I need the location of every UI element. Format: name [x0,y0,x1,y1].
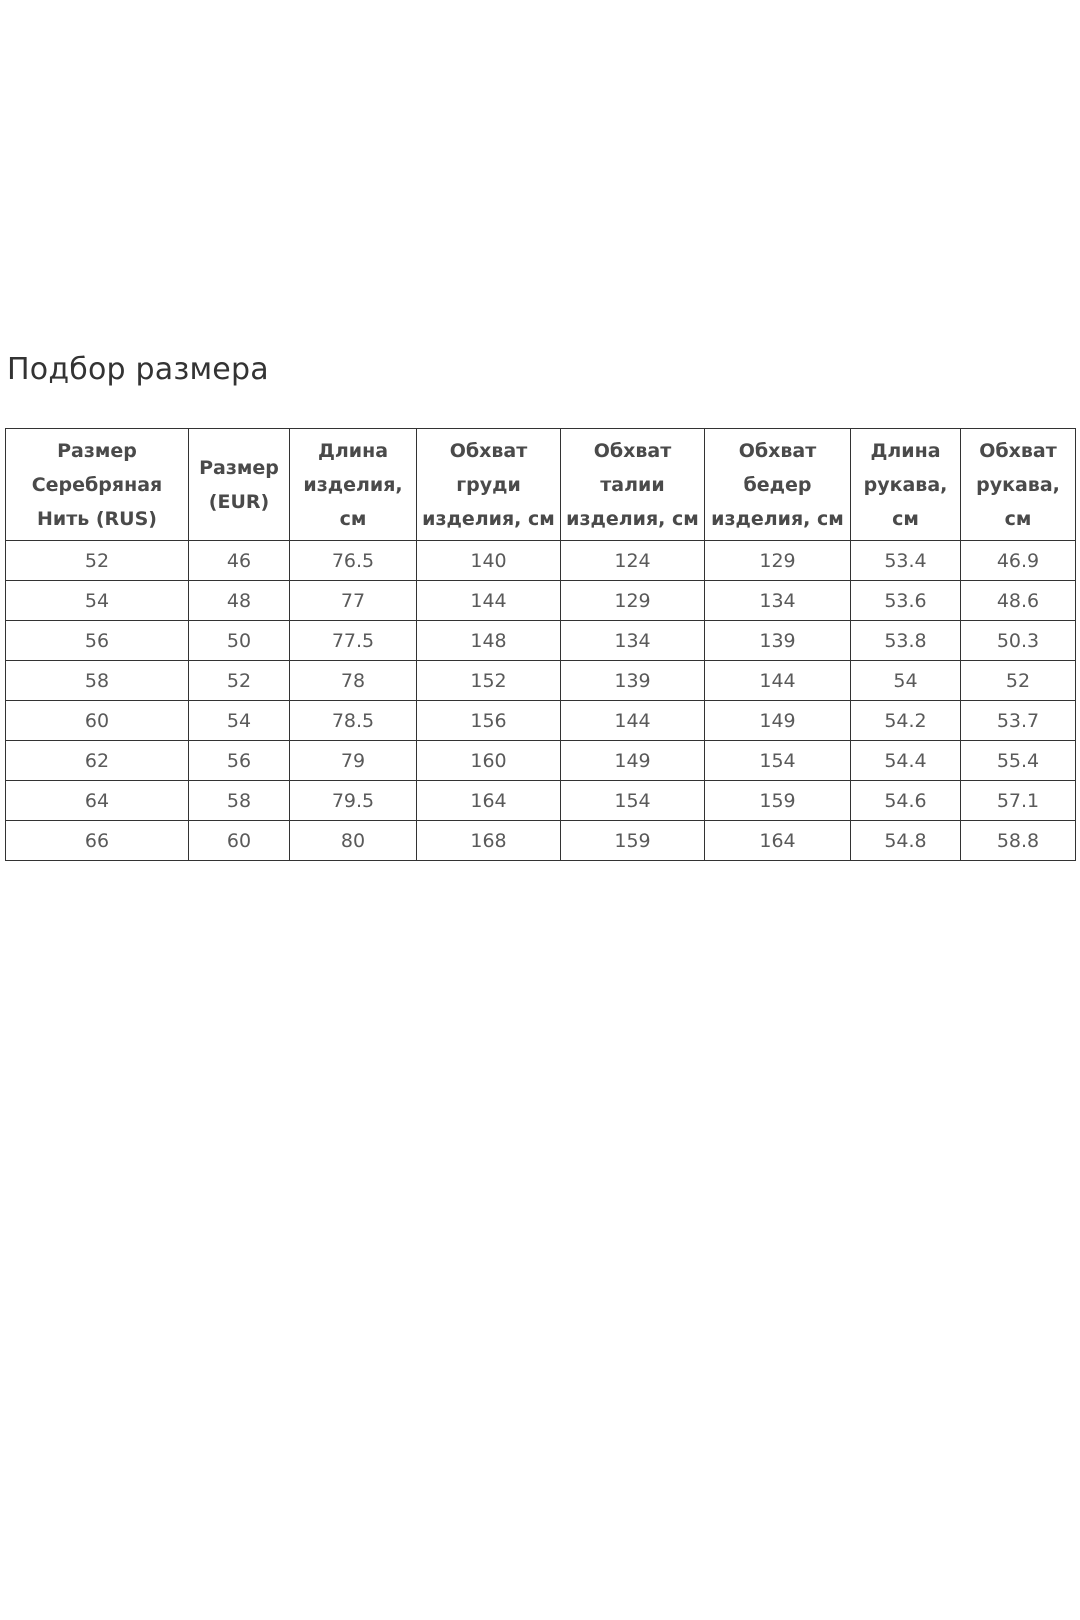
table-cell: 78.5 [290,701,417,741]
header-chest: Обхват груди изделия, см [417,429,561,541]
table-cell: 66 [6,821,189,861]
table-header-row [6,429,1076,541]
table-cell: 54.4 [851,741,961,781]
table-cell: 48 [189,581,290,621]
table-cell: 156 [417,701,561,741]
table-cell: 77.5 [290,621,417,661]
table-cell: 79 [290,741,417,781]
table-cell: 58 [189,781,290,821]
table-cell: 48.6 [961,581,1076,621]
table-cell: 139 [561,661,705,701]
header-sleeve-girth: Обхват рукава, см [961,429,1076,541]
table-cell: 52 [961,661,1076,701]
table-cell: 129 [561,581,705,621]
table-row [6,661,1076,701]
table-cell: 149 [705,701,851,741]
table-cell: 139 [705,621,851,661]
table-cell: 52 [189,661,290,701]
table-cell: 134 [561,621,705,661]
table-row [6,581,1076,621]
table-cell: 58.8 [961,821,1076,861]
table-cell: 54 [6,581,189,621]
table-cell: 60 [189,821,290,861]
table-cell: 78 [290,661,417,701]
table-cell: 76.5 [290,541,417,581]
table-cell: 54 [851,661,961,701]
table-cell: 57.1 [961,781,1076,821]
table-row [6,701,1076,741]
table-cell: 149 [561,741,705,781]
table-cell: 168 [417,821,561,861]
table-cell: 46.9 [961,541,1076,581]
table-cell: 148 [417,621,561,661]
table-cell: 144 [417,581,561,621]
table-cell: 50 [189,621,290,661]
table-row [6,781,1076,821]
table-cell: 144 [705,661,851,701]
header-waist: Обхват талии изделия, см [561,429,705,541]
table-row [6,821,1076,861]
table-cell: 53.8 [851,621,961,661]
table-cell: 164 [417,781,561,821]
table-cell: 124 [561,541,705,581]
table-cell: 54 [189,701,290,741]
table-cell: 144 [561,701,705,741]
header-hips: Обхват бедер изделия, см [705,429,851,541]
page-title: Подбор размера [7,352,269,387]
table-cell: 54.8 [851,821,961,861]
table-cell: 56 [189,741,290,781]
header-size-rus: Размер Серебряная Нить (RUS) [6,429,189,541]
table-cell: 55.4 [961,741,1076,781]
table-cell: 56 [6,621,189,661]
table-cell: 54.6 [851,781,961,821]
table-cell: 77 [290,581,417,621]
size-chart-table [5,428,1076,861]
table-cell: 53.4 [851,541,961,581]
table-cell: 164 [705,821,851,861]
table-cell: 64 [6,781,189,821]
table-cell: 152 [417,661,561,701]
table-cell: 62 [6,741,189,781]
table-cell: 154 [705,741,851,781]
table-cell: 129 [705,541,851,581]
table-cell: 159 [561,821,705,861]
table-cell: 79.5 [290,781,417,821]
header-size-eur: Размер (EUR) [189,429,290,541]
table-cell: 53.7 [961,701,1076,741]
table-cell: 50.3 [961,621,1076,661]
header-sleeve-length: Длина рукава, см [851,429,961,541]
table-row [6,541,1076,581]
table-cell: 46 [189,541,290,581]
table-cell: 140 [417,541,561,581]
table-cell: 52 [6,541,189,581]
table-row [6,741,1076,781]
table-cell: 80 [290,821,417,861]
table-cell: 134 [705,581,851,621]
table-row [6,621,1076,661]
table-cell: 154 [561,781,705,821]
table-body [6,541,1076,861]
table-cell: 53.6 [851,581,961,621]
table-cell: 54.2 [851,701,961,741]
table-cell: 60 [6,701,189,741]
header-garment-length: Длина изделия, см [290,429,417,541]
table-cell: 159 [705,781,851,821]
table-cell: 160 [417,741,561,781]
table-cell: 58 [6,661,189,701]
